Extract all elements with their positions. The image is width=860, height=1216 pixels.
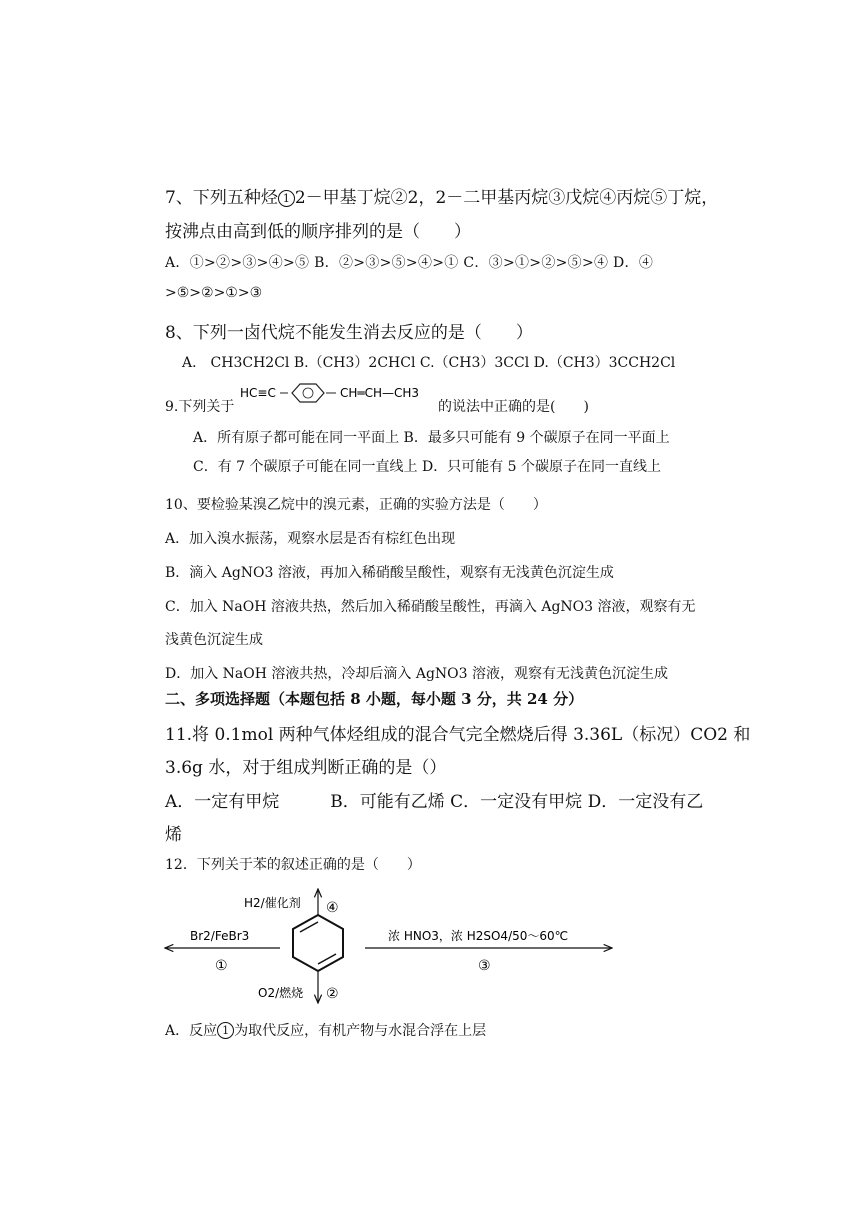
- q10-option-b: B．滴入 AgNO3 溶液，再加入稀硝酸呈酸性，观察有无浅黄色沉淀生成: [165, 565, 614, 581]
- q8-stem: 8、下列一卤代烷不能发生消去反应的是（ ）: [165, 323, 533, 343]
- q8-options: A． CH3CH2Cl B.（CH3）2CHCl C.（CH3）3CCl D.（CH3）3CCH2Cl: [182, 355, 676, 371]
- reaction-4-label: ④: [326, 900, 339, 916]
- q7-line2: 按沸点由高到低的顺序排列的是（ ）: [165, 222, 471, 242]
- q11-line1: 11.将 0.1mol 两种气体烃组成的混合气完全燃烧后得 3.36L（标况）CO2 和: [165, 725, 751, 745]
- section-heading: 二、多项选择题（本题包括 8 小题，每小题 3 分，共 24 分）: [165, 690, 584, 708]
- q12-option-a: [165, 1020, 486, 1040]
- reagent-br2: Br2/FeBr3: [190, 929, 250, 943]
- q12-stem: 12．下列关于苯的叙述正确的是（ ）: [165, 857, 421, 873]
- q10-stem: 10、要检验某溴乙烷中的溴元素，正确的实验方法是（ ）: [165, 497, 547, 513]
- q10-option-c: C．加入 NaOH 溶液共热，然后加入稀硝酸呈酸性，再滴入 AgNO3 溶液，观察有无: [165, 599, 696, 615]
- q10-option-c-cont: 浅黄色沉淀生成: [165, 632, 263, 648]
- q7-line1: [165, 183, 718, 208]
- q9-suffix: 的说法中正确的是( ): [438, 399, 589, 415]
- q11-line2: 3.6g 水，对于组成判断正确的是（）: [165, 758, 447, 778]
- q9-struct-right: CH═CH—CH3: [340, 386, 420, 400]
- q7-options: A．①>②>③>④>⑤ B．②>③>⑤>④>① C．③>①>②>⑤>④ D．④: [165, 255, 654, 271]
- reagent-h2: H2/催化剂: [244, 896, 301, 910]
- reaction-3-label: ③: [478, 958, 491, 974]
- q9-struct-left: HC≡C: [240, 386, 276, 400]
- q12-option-a-text: 为取代反应，有机产物与水混合浮在上层: [234, 1023, 487, 1039]
- reagent-o2: O2/燃烧: [258, 986, 304, 1000]
- q9-options-ab: A．所有原子都可能在同一平面上 B．最多只可能有 9 个碳原子在同一平面上: [193, 430, 670, 446]
- reagent-nitration: 浓 HNO3，浓 H2SO4/50～60℃: [388, 929, 569, 943]
- q10-option-a: A．加入溴水振荡，观察水层是否有棕红色出现: [165, 531, 456, 547]
- q7-line1-prefix: 7、下列五种烃: [165, 188, 278, 208]
- q9-structure: [240, 380, 440, 416]
- q11-options: A．一定有甲烷 B．可能有乙烯 C．一定没有甲烷 D．一定没有乙: [165, 792, 704, 812]
- q9-options-cd: C．有 7 个碳原子可能在同一直线上 D．只可能有 5 个碳原子在同一直线上: [193, 459, 662, 475]
- benzene-reaction-diagram: [160, 885, 620, 1010]
- q9-prefix: 9.下列关于: [165, 399, 235, 415]
- circled-number: 1: [217, 1022, 234, 1039]
- q7-line1-rest: 2－甲基丁烷②2，2－二甲基丙烷③戊烷④丙烷⑤丁烷，: [294, 188, 719, 208]
- reaction-2-label: ②: [326, 986, 339, 1002]
- reaction-1-label: ①: [215, 958, 228, 974]
- q10-option-d: D．加入 NaOH 溶液共热，冷却后滴入 AgNO3 溶液，观察有无浅黄色沉淀生成: [165, 666, 669, 682]
- q12-option-a-prefix: A．反应: [165, 1023, 218, 1039]
- benzene-ring: [292, 384, 324, 402]
- circled-number: 1: [278, 190, 295, 207]
- benzene-ring: [293, 915, 343, 971]
- q11-options-cont: 烯: [165, 825, 182, 845]
- q7-options-cont: >⑤>②>①>③: [165, 285, 263, 301]
